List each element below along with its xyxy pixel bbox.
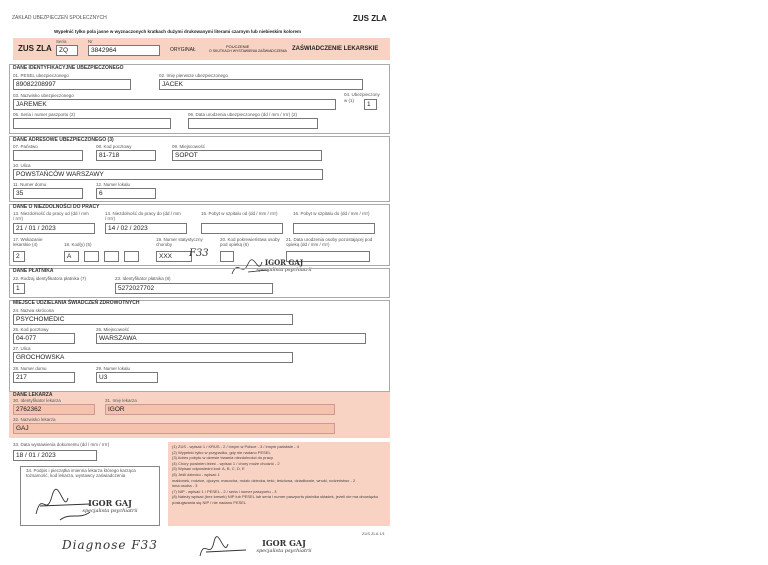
address-section-title: DANE ADRESOWE UBEZPIECZONEGO (3) <box>13 137 114 143</box>
doctor-stamp: IGOR GAJ specjalista psychiatrii <box>82 498 138 514</box>
page-number: ZUS ZLA 1/1 <box>362 531 385 536</box>
passport-label: 05. Seria i numer paszportu (2) <box>13 112 76 117</box>
code-box-2[interactable] <box>84 251 99 262</box>
hospital-from-label: 15. Pobyt w szpitalu od (dd / mm / rrrr) <box>201 211 278 216</box>
indication-field[interactable]: 2 <box>13 251 25 262</box>
facility-name-label: 24. Nazwa skrócona <box>13 308 54 313</box>
code-box-1[interactable]: A <box>64 251 79 262</box>
facility-section-title: MIEJSCE UDZIELANIA ŚWIADCZEŃ ZDROWOTNYCH <box>13 300 140 306</box>
facility-house-field[interactable]: 217 <box>13 372 75 383</box>
facility-street-label: 27. Ulica <box>13 346 31 351</box>
handwritten-code: F33 <box>189 248 209 259</box>
passport-field[interactable] <box>13 118 171 129</box>
doctor-id-field[interactable]: 2762362 <box>13 404 95 415</box>
form-code: ZUS ZLA <box>18 44 52 53</box>
postal-field[interactable]: 81-718 <box>96 150 156 161</box>
doctor-section-title: DANE LEKARZA <box>13 392 53 398</box>
note-item: (8) Należy wpisać (bez kresek) NIP lub PESEL lub seria i numer paszportu płatnika składek, jeżeli nie ma obowiązku posługiwania się NIP / nie nadano PESEL <box>172 494 379 505</box>
to-field[interactable]: 14 / 02 / 2023 <box>105 223 187 234</box>
note-item: (2) Wypełnić tylko w przypadku, gdy nie nadano PESEL <box>172 449 271 455</box>
signature-label: 34. Podpis i pieczątka imienna lekarza którego karząca tożsamość, kod lekarza, wystawcy zaświadczenia <box>26 468 136 478</box>
street-field[interactable]: POWSTAŃCÓW WARSZAWY <box>13 169 323 180</box>
note-item: (1) ZUS - wpisać 1 / KRUS - 2 / innym w Polsce - 3 / innym państwie - 4 <box>172 444 299 449</box>
birth-date-field[interactable] <box>188 118 318 129</box>
document-page <box>4 4 396 560</box>
facility-postal-label: 25. Kod pocztowy <box>13 327 49 332</box>
code-box-3[interactable] <box>104 251 119 262</box>
from-field[interactable]: 21 / 01 / 2023 <box>13 223 95 234</box>
payer-type-field[interactable]: 1 <box>13 283 25 294</box>
facility-city-field[interactable]: WARSZAWA <box>96 333 366 344</box>
pesel-field[interactable]: 89082208997 <box>13 79 131 90</box>
first-name-field[interactable]: JACEK <box>159 79 363 90</box>
doctor-name-field[interactable]: IGOR <box>105 404 335 415</box>
note-item: (3) Adres pobytu w okresie trwania niezdolności do pracy <box>172 455 273 461</box>
issue-date-label: 33. Data wystawienia dokumentu (dd / mm / rrrr) <box>13 442 110 447</box>
facility-street-field[interactable]: GROCHOWSKA <box>13 352 293 363</box>
series-label: Seria <box>56 39 67 44</box>
handwritten-diagnosis: Diagnose F33 <box>62 538 158 552</box>
care-birth-label: 21. Data urodzenia osoby pozostającej pod opieką (dd / mm / rrrr) <box>286 237 373 247</box>
payer-type-label: 22. Rodzaj identyfikatora płatnika (7) <box>13 276 87 281</box>
note-item: (4) Chory powinien leżeć - wpisać 1 / chory może chodzić - 2 <box>172 460 280 466</box>
country-label: 07. Państwo <box>13 144 38 149</box>
series-field[interactable]: ZQ <box>56 45 78 56</box>
pouczenie-sub: O SKUTKACH WYSTAWIENIA ZAŚWIADCZENIA <box>209 49 287 53</box>
insured-section-title: DANE IDENTYFIKACYJNE UBEZPIECZONEGO <box>13 65 124 71</box>
form-code-header: ZUS ZLA <box>353 14 387 23</box>
note-item: inna osoba - 3 <box>172 483 198 489</box>
city-field[interactable]: SOPOT <box>172 150 322 161</box>
issue-date-field[interactable]: 18 / 01 / 2023 <box>13 450 97 461</box>
payer-id-label: 23. Identyfikator płatnika (8) <box>115 276 171 281</box>
doctor-name-label: 31. Imię lekarza <box>105 398 137 403</box>
country-field[interactable] <box>13 150 83 161</box>
doctor-surname-label: 32. Nazwisko lekarza <box>13 417 56 422</box>
stat-label: 19. Numer statystyczny choroby <box>156 237 203 247</box>
note-item: (5) Wpisać odpowiedni kod: A, B, C, D, E <box>172 466 245 472</box>
note-item: małżonek, rodzice, ojczym, macocha, rodzic dziecka, teść, teściowa, dziadkowie, wnuki, rodzeństwo - 2 <box>172 477 356 483</box>
note-item: (7) NIP - wpisać 1 / PESEL - 2 / seria i numer paszportu - 3 <box>172 488 277 494</box>
pesel-label: 01. PESEL ubezpieczonego <box>13 73 69 78</box>
to-label: 14. Niezdolność do pracy do (dd / mm / rrrr) <box>105 211 181 221</box>
doctor-id-label: 30. Identyfikator lekarza <box>13 398 61 403</box>
codes-label: 18. Kod(y) (5) <box>64 242 92 247</box>
note-item: (6) Jeśli dziecko - wpisać 1 <box>172 471 220 477</box>
payer-id-field[interactable]: 5272027702 <box>115 283 273 294</box>
indication-label: 17. Wskazanie lekarskie (4) <box>13 237 43 247</box>
doctor-surname-field[interactable]: GAJ <box>13 423 335 434</box>
house-label: 11. Numer domu <box>13 182 47 187</box>
facility-name-field[interactable]: PSYCHOMEDIC <box>13 314 293 325</box>
number-field[interactable]: 3842964 <box>88 45 160 56</box>
original-label: ORYGINAŁ <box>170 47 196 53</box>
facility-city-label: 26. Miejscowość <box>96 327 130 332</box>
from-label: 13. Niezdolność do pracy od (dd / mm / rrrr) <box>13 211 89 221</box>
facility-flat-label: 29. Numer lokalu <box>96 366 131 371</box>
surname-label: 03. Nazwisko ubezpieczonego <box>13 93 74 98</box>
insured-code-label: 04. Ubezpieczony <box>344 92 380 97</box>
certificate-title: ZAŚWIADCZENIE LEKARSKIE <box>292 46 379 52</box>
doctor-stamp-small: IGOR GAJ specjalista psychiatrii <box>256 258 312 273</box>
code-box-4[interactable] <box>124 251 139 262</box>
facility-postal-field[interactable]: 04-077 <box>13 333 75 344</box>
facility-house-label: 28. Numer domu <box>13 366 47 371</box>
notes-list <box>172 444 386 506</box>
flat-field[interactable]: 6 <box>96 188 156 199</box>
insured-code-field[interactable]: 1 <box>364 99 377 110</box>
insured-code-sub: w (1) <box>344 98 354 103</box>
incapacity-section-title: DANE O NIEZDOLNOŚCI DO PRACY <box>13 204 100 210</box>
surname-field[interactable]: JAREMEK <box>13 99 336 110</box>
number-label: Nr <box>88 39 93 44</box>
care-code-label: 20. Kod pokrewieństwa osoby pod opieką (6) <box>220 237 280 247</box>
birth-date-label: 06. Data urodzenia ubezpieczonego (dd / mm / rrrr) (2) <box>188 112 298 117</box>
street-label: 10. Ulica <box>13 163 31 168</box>
institution-name: ZAKŁAD UBEZPIECZEŃ SPOŁECZNYCH <box>12 15 107 21</box>
pouczenie-label: POUCZENIE <box>226 44 250 49</box>
house-field[interactable]: 35 <box>13 188 83 199</box>
payer-section-title: DANE PŁATNIKA <box>13 268 54 274</box>
facility-flat-field[interactable]: U3 <box>96 372 158 383</box>
hospital-to-label: 16. Pobyt w szpitalu do (dd / mm / rrrr) <box>293 211 370 216</box>
postal-label: 08. Kod pocztowy <box>96 144 132 149</box>
hospital-from-field[interactable] <box>201 223 283 234</box>
city-label: 09. Miejscowość <box>172 144 206 149</box>
bottom-stamp: IGOR GAJ specjalista psychiatrii <box>256 538 312 554</box>
flat-label: 12. Numer lokalu <box>96 182 131 187</box>
stat-field[interactable]: XXX <box>156 251 192 262</box>
fill-instruction: Wypełnić tylko pola jasne w wyznaczonych kratkach dużymi drukowanymi literami czarnym lub niebieskim kolorem <box>54 29 301 34</box>
first-name-label: 02. Imię pierwsze ubezpieczonego <box>159 73 229 78</box>
hospital-to-field[interactable] <box>293 223 375 234</box>
